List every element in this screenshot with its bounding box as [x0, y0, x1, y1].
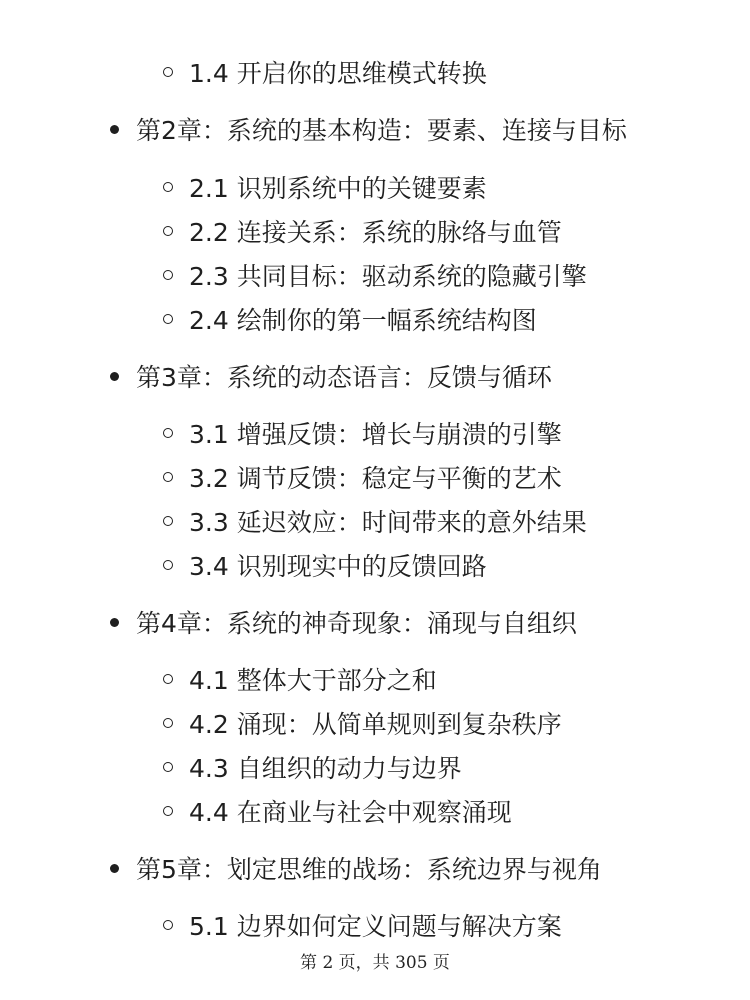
toc-section-text: 2.1 识别系统中的关键要素 [189, 174, 487, 203]
toc-section-text: 4.3 自组织的动力与边界 [189, 754, 462, 783]
toc-section-text: 1.4 开启你的思维模式转换 [189, 59, 487, 88]
toc-section-text: 3.2 调节反馈：稳定与平衡的艺术 [189, 464, 562, 493]
toc-section-text: 2.2 连接关系：系统的脉络与血管 [189, 218, 562, 247]
circle-bullet-icon [163, 226, 173, 236]
toc-section-text: 3.1 增强反馈：增长与崩溃的引擎 [189, 420, 562, 449]
toc-chapter-text: 第4章：系统的神奇现象：涌现与自组织 [136, 609, 577, 638]
disc-bullet-icon [110, 864, 119, 873]
toc-chapter-3 [110, 358, 552, 394]
circle-bullet-icon [163, 674, 173, 684]
circle-bullet-icon [163, 67, 173, 77]
circle-bullet-icon [163, 270, 173, 280]
disc-bullet-icon [110, 372, 119, 381]
toc-section-4-2 [163, 705, 562, 741]
page-number-footer: 第 2 页，共 305 页 [300, 953, 450, 973]
circle-bullet-icon [163, 428, 173, 438]
toc-section-text: 2.3 共同目标：驱动系统的隐藏引擎 [189, 262, 587, 291]
toc-section-2-1 [163, 169, 487, 205]
toc-section-text: 2.4 绘制你的第一幅系统结构图 [189, 306, 537, 335]
toc-section-4-3 [163, 749, 462, 785]
toc-section-text: 5.1 边界如何定义问题与解决方案 [189, 912, 562, 941]
circle-bullet-icon [163, 314, 173, 324]
toc-chapter-5 [110, 850, 602, 886]
toc-section-2-2 [163, 213, 562, 249]
toc-chapter-text: 第3章：系统的动态语言：反馈与循环 [136, 363, 552, 392]
toc-section-1-4 [163, 54, 487, 90]
toc-section-3-2 [163, 459, 562, 495]
toc-section-text: 4.1 整体大于部分之和 [189, 666, 437, 695]
toc-section-3-1 [163, 415, 562, 451]
toc-section-text: 3.3 延迟效应：时间带来的意外结果 [189, 508, 587, 537]
circle-bullet-icon [163, 762, 173, 772]
toc-section-2-3 [163, 257, 587, 293]
toc-chapter-4 [110, 604, 577, 640]
circle-bullet-icon [163, 182, 173, 192]
circle-bullet-icon [163, 472, 173, 482]
toc-section-text: 4.4 在商业与社会中观察涌现 [189, 798, 512, 827]
toc-chapter-text: 第5章：划定思维的战场：系统边界与视角 [136, 855, 602, 884]
toc-section-text: 3.4 识别现实中的反馈回路 [189, 552, 487, 581]
disc-bullet-icon [110, 125, 119, 134]
toc-chapter-2 [110, 111, 627, 147]
toc-chapter-text: 第2章：系统的基本构造：要素、连接与目标 [136, 116, 627, 145]
toc-section-4-4 [163, 793, 512, 829]
toc-section-2-4 [163, 301, 537, 337]
disc-bullet-icon [110, 618, 119, 627]
circle-bullet-icon [163, 920, 173, 930]
circle-bullet-icon [163, 560, 173, 570]
toc-section-text: 4.2 涌现：从简单规则到复杂秩序 [189, 710, 562, 739]
toc-section-3-3 [163, 503, 587, 539]
toc-section-5-1 [163, 907, 562, 943]
toc-section-4-1 [163, 661, 437, 697]
circle-bullet-icon [163, 516, 173, 526]
circle-bullet-icon [163, 718, 173, 728]
circle-bullet-icon [163, 806, 173, 816]
toc-section-3-4 [163, 547, 487, 583]
